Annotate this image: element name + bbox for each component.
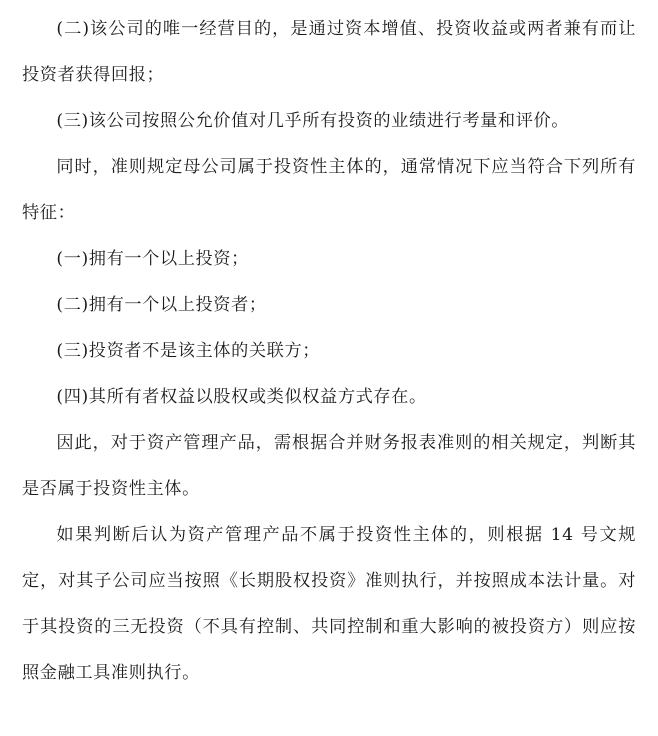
paragraph-fair-value: (三)该公司按照公允价值对几乎所有投资的业绩进行考量和评价。 <box>56 111 570 131</box>
paragraph-conclusion: 如果判断后认为资产管理产品不属于投资性主体的，则根据 14 号文规定，对其子公司应当按照《长期股权投资》准则执行，并按照成本法计量。对于其投资的三无投资（不具有控制、共同控制和重大影响的被投资方）则应按照金融工具准则执行。 <box>22 525 636 683</box>
paragraph-objective: (二)该公司的唯一经营目的，是通过资本增值、投资收益或两者兼有而让投资者获得回报； <box>22 19 636 85</box>
paragraph-parent-rule: 同时，准则规定母公司属于投资性主体的，通常情况下应当符合下列所有特征： <box>22 157 636 223</box>
list-item-equity: (四)其所有者权益以股权或类似权益方式存在。 <box>56 387 427 407</box>
paragraph-therefore: 因此，对于资产管理产品，需根据合并财务报表准则的相关规定，判断其是否属于投资性主体。 <box>22 433 636 499</box>
list-item-investments: (一)拥有一个以上投资； <box>56 249 249 269</box>
list-item-investors: (二)拥有一个以上投资者； <box>56 295 267 315</box>
list-item-related-party: (三)投资者不是该主体的关联方； <box>56 341 321 361</box>
